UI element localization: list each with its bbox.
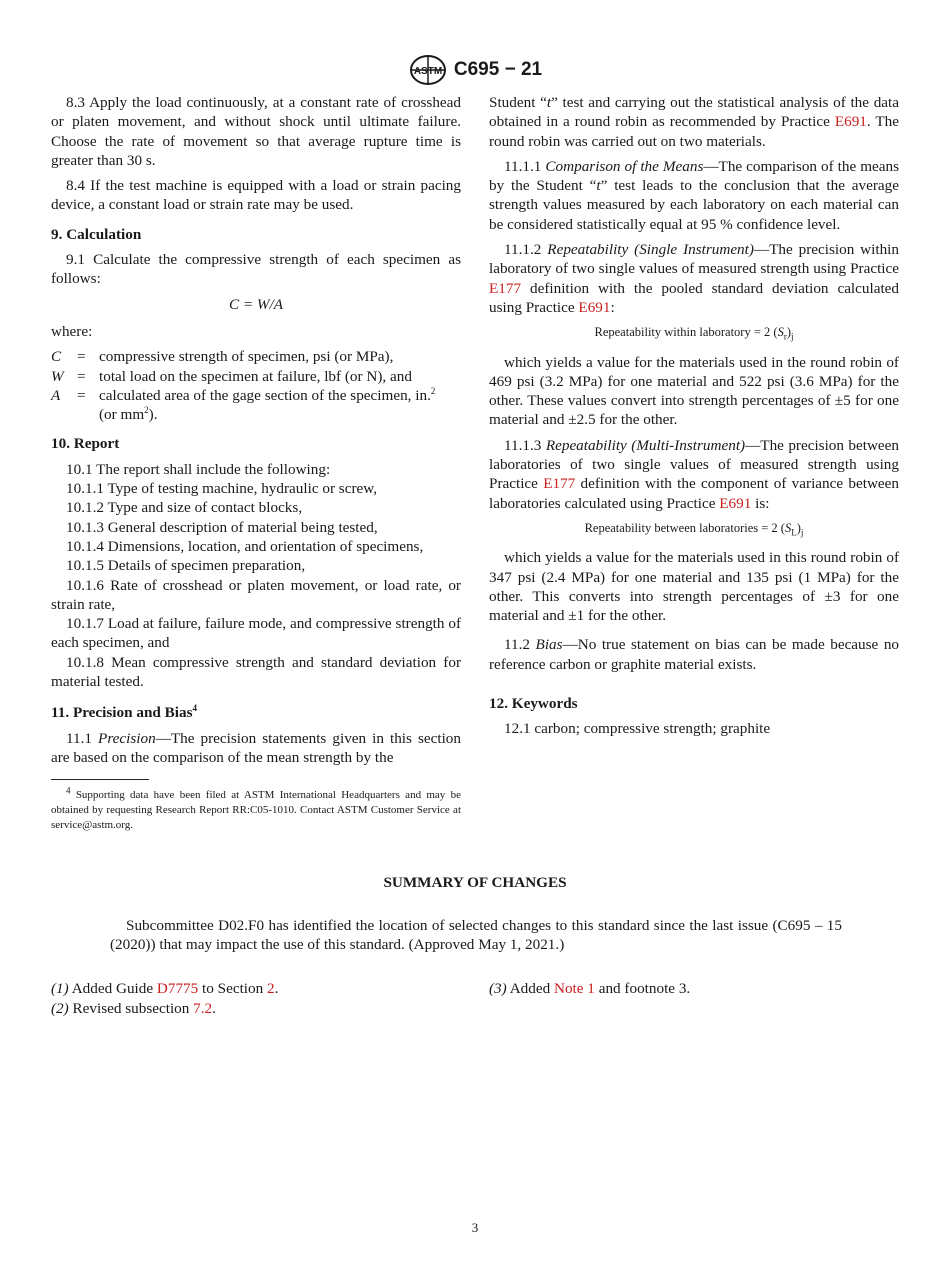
paragraph-within-yield: which yields a value for the materials used in the round robin of 469 psi (3.2 MPa) for one material and 522 psi (3.6 MPa) for the other. These values convert into strength percentages of ±5 for one material and ±2.5 for the other. [489, 353, 899, 429]
paragraph-number: 11.1.2 [504, 241, 542, 259]
report-item: 10.1.7 Load at failure, failure mode, and compressive strength of each specimen, and [51, 615, 461, 652]
change-number: (3) [489, 980, 507, 997]
footnote-text: Supporting data have been filed at ASTM International Headquarters and may be obtained by requesting Research Report RR:C05-1010. Contact ASTM Customer Service at service@astm.org. [51, 789, 461, 832]
text-span: Student “ [489, 94, 547, 111]
section-heading-calculation: 9. Calculation [51, 225, 142, 243]
change-number: (1) [51, 980, 69, 997]
text-span: definition with the component of variance between laboratories calculated using Practice [489, 475, 899, 512]
text-span: Revised subsection [72, 999, 190, 1017]
paragraph-number: 11.2 [504, 636, 531, 654]
page-header [0, 54, 950, 86]
text-span: ” test leads to the conclusion that the average strength values measured by each laboratory on each material can be considered statistically equal at 95 % confidence level. [489, 177, 900, 233]
text-span: . [274, 980, 279, 997]
left-column [51, 93, 461, 839]
variable-row [51, 367, 435, 386]
paragraph-term: Repeatability (Multi-Instrument) [545, 436, 746, 454]
equals-sign: = [77, 386, 86, 404]
paragraph-11-1 [51, 729, 461, 768]
changes-list-right [489, 979, 899, 999]
variable-description: compressive strength of specimen, psi (or MPa), [99, 348, 394, 366]
equals-sign: = [77, 348, 86, 366]
report-item: 10.1.1 Type of testing machine, hydraulic or screw, [66, 480, 378, 498]
text-span: . The round robin was carried out on two materials. [489, 113, 899, 150]
equation-subscript: j [800, 527, 804, 538]
variable-row [51, 347, 435, 366]
paragraph-term: Bias [535, 636, 563, 654]
t-symbol: t [596, 177, 601, 195]
report-item: 10.1.3 General description of material being tested, [66, 518, 378, 536]
equation-text: Repeatability within laboratory = 2 [594, 325, 771, 340]
equation-symbol: S [784, 520, 792, 535]
summary-text: Subcommittee D02.F0 has identified the location of selected changes to this standard since the last issue (C695 – 15 (2020)) that may impact the use of this standard. (Approved May 1, 2021.) [110, 917, 842, 953]
change-number: (2) [51, 999, 69, 1017]
logo-text: ASTM [413, 66, 443, 77]
text-span: ” test and carrying out the statistical analysis of the data obtained in a round robin as recommended by Practice [489, 94, 899, 131]
text-span: : [610, 298, 615, 316]
text-span: Added [509, 980, 551, 997]
paragraph-11-1-continued [489, 93, 899, 151]
reference-link-7-2[interactable]: 7.2 [193, 999, 213, 1017]
paragraph-number: 11.1.3 [504, 436, 542, 454]
paragraph-number: 11.1 [66, 729, 93, 747]
equation-subscript: L [791, 527, 797, 538]
report-item: 10.1.6 Rate of crosshead or platen movement, or load rate, or strain rate, [51, 576, 461, 613]
repeatability-within-equation: Repeatability within laboratory = 2 $(S_r)_j$ [594, 325, 794, 342]
changes-list-left [51, 979, 461, 1018]
section-heading-keywords: 12. Keywords [489, 695, 578, 713]
reference-link-e691[interactable]: E691 [834, 113, 867, 131]
paragraph-11-1-2 [489, 240, 899, 317]
text-span: definition with the pooled standard deviation calculated using Practice [489, 279, 900, 316]
report-item: 10.1.5 Details of specimen preparation, [66, 557, 306, 575]
paragraph-11-1-3 [489, 436, 899, 513]
paragraph-11-1-1 [489, 157, 899, 234]
equation-text: Repeatability between laboratories = 2 [584, 520, 778, 535]
reference-link-note-1[interactable]: Note 1 [553, 980, 595, 997]
variable-symbol: A [51, 386, 61, 404]
summary-of-changes-title: SUMMARY OF CHANGES [383, 874, 567, 891]
text-span: —No true statement on bias can be made because no reference carbon or graphite material exists. [489, 636, 900, 673]
paragraph-12-1: 12.1 carbon; compressive strength; graphite [504, 720, 771, 738]
section-heading-report: 10. Report [51, 435, 120, 453]
change-item [489, 979, 899, 999]
paragraph-term: Repeatability (Single Instrument) [547, 241, 754, 259]
variable-row [51, 386, 435, 425]
change-item [51, 979, 461, 999]
text-span: to Section [202, 980, 264, 997]
paragraph-term: Precision [98, 729, 156, 747]
equation-subscript: j [790, 331, 794, 342]
reference-link-d7775[interactable]: D7775 [156, 980, 199, 997]
text-span: —The precision within laboratory of two single values of measured strength using Practice [489, 241, 899, 278]
text-span: is: [755, 494, 770, 512]
equation-subscript: r [783, 331, 787, 342]
page-number: 3 [471, 1220, 479, 1235]
text-span: —The precision between laboratories of two single values of measured strength using Practice [489, 436, 900, 493]
variable-definitions [51, 347, 435, 424]
where-label: where: [51, 322, 93, 340]
section-heading-precision-bias [51, 703, 461, 722]
superscript: 2 [430, 385, 436, 396]
footnote-marker: 4 [192, 703, 197, 714]
paragraph-between-yield: which yields a value for the materials used in this round robin of 347 psi (2.4 MPa) for one material and 135 psi (1 MPa) for the other. This converts into strength percentages of ±3 for one material and ±1 for the other. [489, 549, 899, 625]
paragraph-term: Comparison of the Means [545, 157, 704, 175]
area-description: calculated area of the gage section of the specimen, in. [99, 386, 431, 404]
change-item [51, 999, 461, 1019]
variable-description: total load on the specimen at failure, lbf (or N), and [99, 367, 412, 385]
superscript: 2 [144, 405, 149, 416]
footnote-divider [51, 779, 149, 780]
section-heading-text: 11. Precision and Bias [51, 704, 193, 722]
area-unit-close: ). [148, 406, 158, 424]
paragraph-8-4: 8.4 If the test machine is equipped with a load or strain pacing device, a constant load or strain rate may be used. [51, 177, 461, 214]
paragraph-9-1: 9.1 Calculate the compressive strength of each specimen as follows: [51, 251, 461, 288]
report-item: 10.1.4 Dimensions, location, and orientation of specimens, [66, 537, 424, 555]
strength-formula: C = W/A [228, 295, 284, 313]
equals-sign: = [77, 367, 86, 385]
variable-symbol: W [51, 367, 64, 385]
right-column [489, 93, 899, 745]
paragraph-11-2 [489, 635, 899, 674]
paragraph-text: —The precision statements given in this section are based on the comparison of the mean strength by the [51, 729, 461, 766]
text-span: Added Guide [71, 980, 154, 997]
paragraph-8-3: 8.3 Apply the load continuously, at a constant rate of crosshead or platen movement, and without shock until ultimate failure. Choose the rate of movement so that average rupture time is greater than 30 s. [51, 94, 461, 169]
variable-description [99, 386, 435, 425]
document-designation: C695 − 21 [453, 59, 543, 80]
variable-symbol: C [51, 348, 62, 366]
reference-link-e691[interactable]: E691 [719, 494, 752, 512]
report-item: 10.1 The report shall include the following: [66, 460, 331, 478]
footnote-4 [51, 785, 461, 833]
reference-link-section-2[interactable]: 2 [267, 980, 275, 997]
reference-link-e177[interactable]: E177 [489, 279, 522, 297]
report-item: 10.1.8 Mean compressive strength and standard deviation for material tested. [51, 653, 461, 691]
footnote-number: 4 [66, 785, 71, 796]
text-span: . [212, 999, 216, 1017]
reference-link-e177[interactable]: E177 [543, 475, 576, 493]
text-span: —The comparison of the means by the Student “ [489, 157, 899, 195]
reference-link-e691[interactable]: E691 [578, 298, 611, 316]
area-unit-open: (or mm [99, 406, 145, 424]
report-item: 10.1.2 Type and size of contact blocks, [66, 499, 303, 517]
text-span: and footnote 3. [598, 980, 691, 997]
astm-logo-icon [408, 54, 448, 86]
repeatability-between-equation: Repeatability between laboratories = 2 $(S_L)_j$ [584, 520, 804, 538]
paragraph-number: 11.1.1 [504, 157, 542, 175]
equation-symbol: S [777, 325, 784, 340]
t-symbol: t [546, 94, 552, 111]
